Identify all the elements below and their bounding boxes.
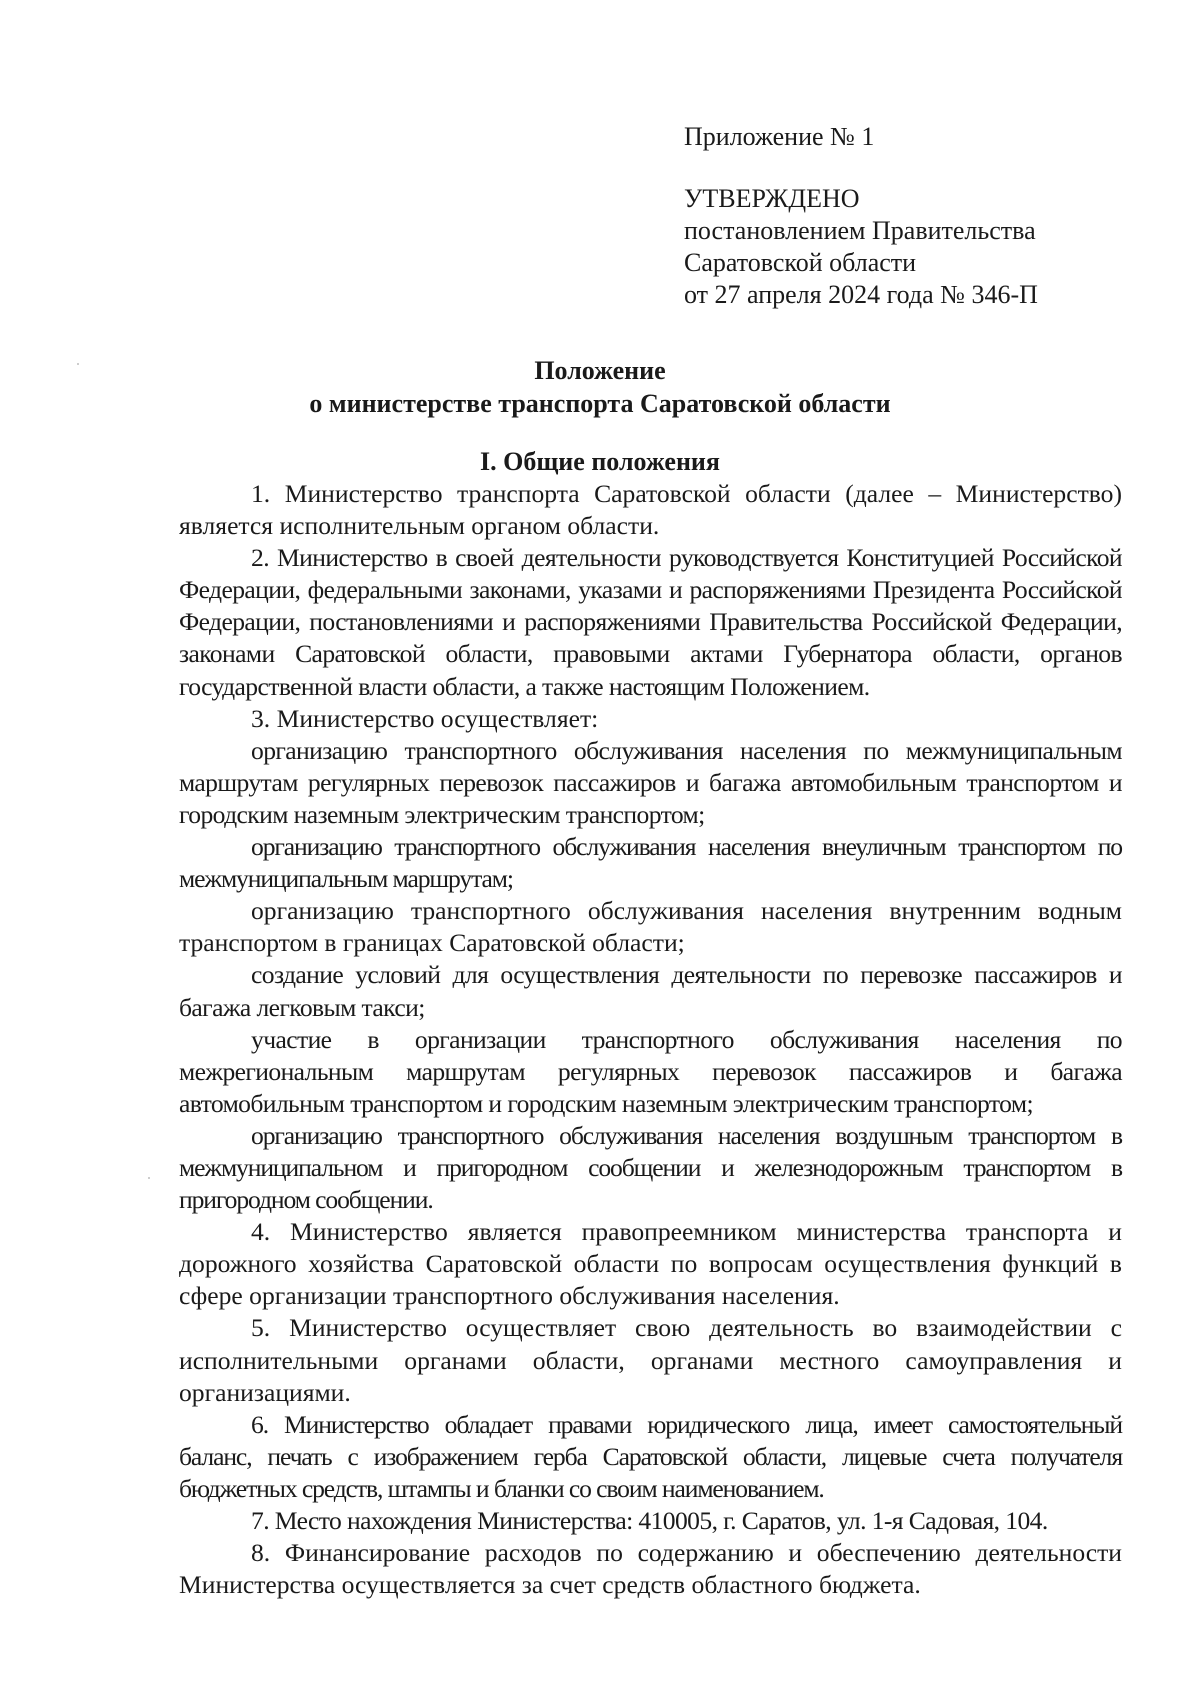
paragraph-3-item-4: создание условий для осуществления деятельности по перевозке пассажиров и багажа легковым такси;	[179, 960, 1122, 1022]
paragraph-4: 4. Министерство является правопреемником министерства транспорта и дорожного хозяйства Саратовской области по вопросам осуществления функций в сфере организации транспортного обслуживания населения.	[179, 1217, 1122, 1311]
paragraph-5: 5. Министерство осуществляет свою деятельность во взаимодействии с исполнительными органами области, органами местного самоуправления и организациями.	[179, 1313, 1122, 1407]
approval-block	[684, 121, 1038, 311]
document-title	[0, 354, 1200, 420]
approval-line-3: от 27 апреля 2024 года № 346-П	[684, 280, 1038, 309]
paragraph-2: 2. Министерство в своей деятельности руководствуется Конституцией Российской Федерации, федеральными законами, указами и распоряжениями Президента Российской Федерации, постановлениями и распоряжениями Правительства Российской Федерации, законами Саратовской области, правовыми актами Губернатора области, органов государственной власти области, а также настоящим Положением.	[179, 543, 1122, 701]
paragraph-8: 8. Финансирование расходов по содержанию и обеспечению деятельности Министерства осуществляется за счет средств областного бюджета.	[179, 1538, 1122, 1600]
paragraph-3-item-3: организацию транспортного обслуживания населения внутренним водным транспортом в границах Саратовской области;	[179, 896, 1122, 958]
approved-stamp-text: УТВЕРЖДЕНО	[684, 184, 860, 213]
paragraph-3-item-6: организацию транспортного обслуживания населения воздушным транспортом в межмуниципальном и пригородном сообщении и железнодорожным транспортом в пригородном сообщении.	[179, 1120, 1122, 1215]
title-line-1: Положение	[534, 356, 666, 385]
approval-line-1: постановлением Правительства	[684, 216, 1036, 245]
paragraph-3: 3. Министерство осуществляет:	[251, 703, 599, 733]
paragraph-7: 7. Место нахождения Министерства: 410005, г. Саратов, ул. 1-я Садовая, 104.	[251, 1506, 1048, 1535]
scan-speck	[148, 1177, 150, 1179]
section-body	[179, 478, 1122, 1601]
paragraph-1: 1. Министерство транспорта Саратовской области (далее – Министерство) является исполнительным органом области.	[179, 479, 1122, 541]
scan-speck	[77, 363, 79, 365]
paragraph-3-item-5: участие в организации транспортного обслуживания населения по межрегиональным маршрутам регулярных перевозок пассажиров и багажа автомобильным транспортом и городским наземным электрическим транспортом;	[179, 1024, 1122, 1118]
paragraph-3-item-1: организацию транспортного обслуживания населения по межмуниципальным маршрутам регулярных перевозок пассажиров и багажа автомобильным транспортом и городским наземным электрическим транспортом;	[179, 735, 1122, 829]
paragraph-6: 6. Министерство обладает правами юридического лица, имеет самостоятельный баланс, печать с изображением герба Саратовской области, лицевые счета получателя бюджетных средств, штампы и бланки со своим наименованием.	[179, 1409, 1122, 1503]
paragraph-3-item-2: организацию транспортного обслуживания населения внеуличным транспортом по межмуниципальным маршрутам;	[179, 832, 1122, 894]
approval-line-2: Саратовской области	[684, 248, 917, 277]
section-heading: I. Общие положения	[480, 447, 720, 476]
appendix-label: Приложение № 1	[684, 122, 875, 151]
title-line-2: о министерстве транспорта Саратовской области	[309, 389, 891, 418]
